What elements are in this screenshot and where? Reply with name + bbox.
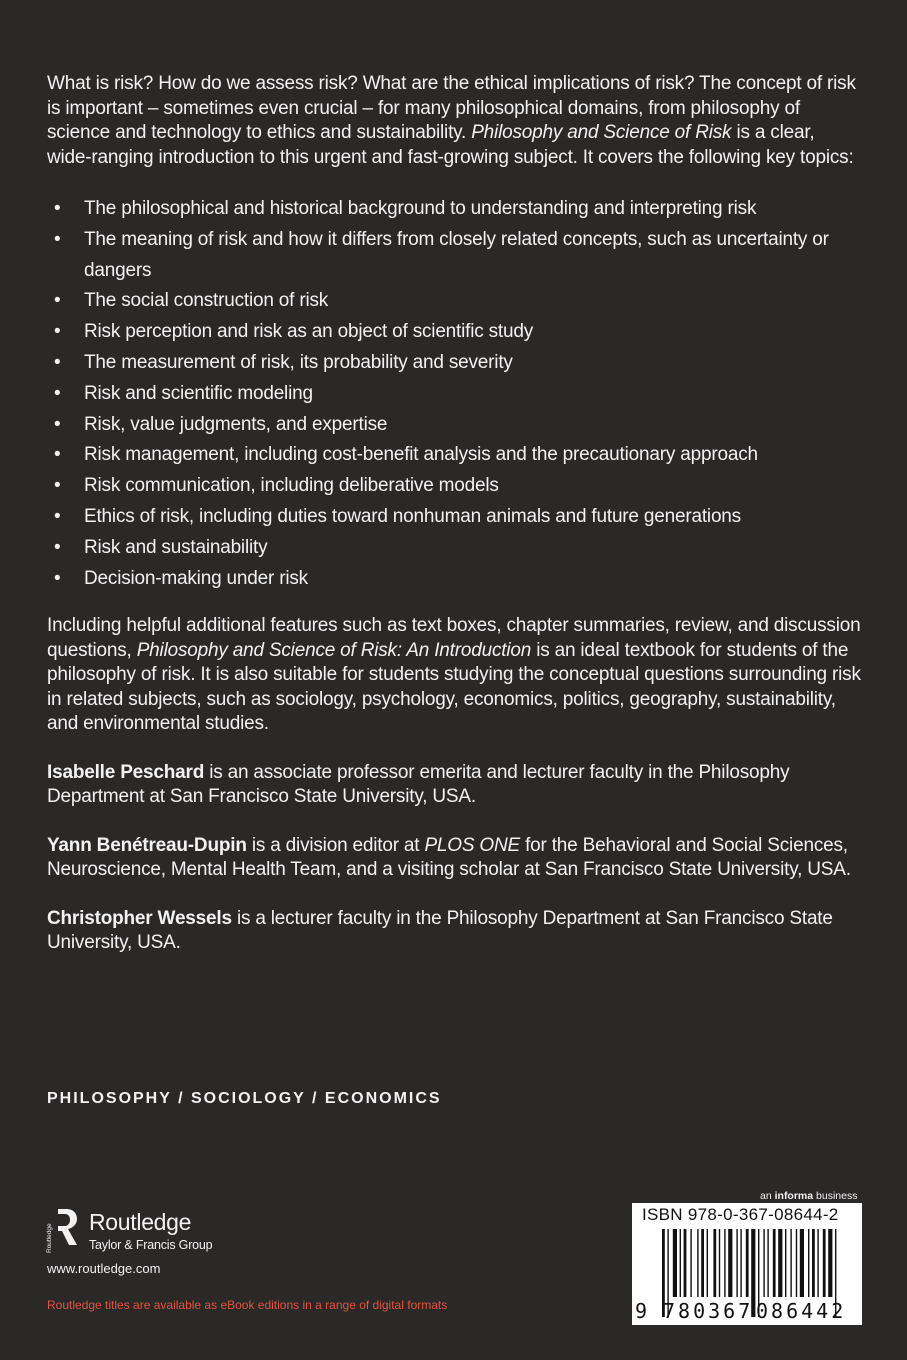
author-bio: Isabelle Peschard is an associate professor emerita and lecturer faculty in the Philosophy Department at San Francisco State University, USA. <box>47 761 790 808</box>
barcode-bar <box>680 1229 681 1297</box>
barcode-bar <box>701 1229 704 1297</box>
list-item: • The meaning of risk and how it differs from closely related concepts, such as uncertainty or dangers <box>54 228 829 281</box>
isbn-digits-left: 780367 <box>663 1299 754 1323</box>
barcode-bar <box>790 1229 791 1297</box>
barcode-bar <box>713 1229 716 1297</box>
list-item: • Risk management, including cost-benefit analysis and the precautionary approach <box>54 444 758 466</box>
barcode-bar <box>697 1229 698 1297</box>
author-bio: Christopher Wessels is a lecturer faculty in the Philosophy Department at San Francisco State University, USA. <box>47 907 833 954</box>
subject-categories: PHILOSOPHY / SOCIOLOGY / ECONOMICS <box>47 1090 442 1107</box>
list-item: • Risk and sustainability <box>54 536 268 558</box>
list-item: • Decision-making under risk <box>54 567 308 589</box>
intro-paragraph: What is risk? How do we assess risk? What are the ethical implications of risk? The concept of risk is important – sometimes even crucial – for many philosophical domains, from philosophy of science and technology to ethics and sustainability. Philosophy and Science of Risk is a clear, wide-ranging introduction to this urgent and fast-growing subject. It covers the following key topics: <box>47 73 856 168</box>
barcode-bar <box>800 1229 804 1297</box>
barcode-bar <box>773 1229 776 1297</box>
barcode-bar <box>763 1229 764 1297</box>
barcode-bar <box>728 1229 732 1297</box>
publisher-logo <box>47 1205 277 1261</box>
barcode-bar <box>690 1229 691 1297</box>
routledge-r-icon <box>47 1205 79 1257</box>
book-full-title: Philosophy and Science of Risk: An Introduction <box>136 639 532 661</box>
author-name: Isabelle Peschard <box>47 761 205 783</box>
isbn-digits-right: 086442 <box>756 1299 847 1323</box>
barcode-bar <box>707 1229 708 1297</box>
topics-list <box>47 194 862 594</box>
isbn-digit-first: 9 <box>635 1299 648 1323</box>
barcode-bar <box>828 1229 832 1297</box>
barcode-bar <box>740 1229 741 1297</box>
barcode-bar <box>719 1229 720 1297</box>
publisher-website[interactable]: www.routledge.com <box>47 1261 161 1276</box>
list-item: • Risk and scientific modeling <box>54 382 313 404</box>
informa-tagline: an informa business <box>760 1190 858 1202</box>
informa-brand: informa <box>774 1190 814 1202</box>
barcode-bar <box>823 1229 826 1297</box>
list-item: • The measurement of risk, its probability and severity <box>54 351 513 373</box>
list-item: • Risk perception and risk as an object of scientific study <box>54 321 534 343</box>
list-item: • The philosophical and historical background to understanding and interpreting risk <box>54 198 757 219</box>
barcode-bar <box>785 1229 786 1297</box>
book-title: Philosophy and Science of Risk <box>471 122 732 143</box>
publisher-name: Routledge <box>89 1209 192 1235</box>
list-item: • The social construction of risk <box>54 290 329 312</box>
author-bio: Yann Benétreau-Dupin is a division editor at PLOS ONE for the Behavioral and Social Sciences, Neuroscience, Mental Health Team, and a visiting scholar at San Francisco State University, USA. <box>47 834 851 881</box>
isbn-label: ISBN 978-0-367-08644-2 <box>642 1205 839 1224</box>
isbn-barcode-box <box>632 1203 862 1325</box>
barcode-bar <box>817 1229 818 1297</box>
svg-text:Routledge: Routledge <box>46 1223 53 1253</box>
barcode-bar <box>746 1229 749 1297</box>
list-item: • Risk, value judgments, and expertise <box>54 413 388 435</box>
author-name: Christopher Wessels <box>47 907 232 929</box>
barcode-bar <box>796 1229 797 1297</box>
back-cover-text <box>47 72 862 980</box>
barcode-bar <box>767 1229 768 1297</box>
publisher-group: Taylor & Francis Group <box>89 1238 213 1252</box>
barcode-bar <box>736 1229 737 1297</box>
journal-name: PLOS ONE <box>424 834 520 856</box>
barcode-bar <box>673 1229 677 1297</box>
author-name: Yann Benétreau-Dupin <box>47 834 247 856</box>
features-paragraph: Including helpful additional features such as text boxes, chapter summaries, review, and discussion questions, Philosophy and Science of Risk: An Introduction is an ideal textbook for students of the philosophy of risk. It is also suitable for students studying the conceptual questions surrounding risk in related subjects, such as sociology, psychology, economics, politics, geography, sustainability, and environmental studies. <box>47 615 861 735</box>
barcode-bar <box>812 1229 815 1297</box>
barcode-bar <box>778 1229 782 1297</box>
list-item: • Ethics of risk, including duties toward nonhuman animals and future generations <box>54 505 741 527</box>
ebook-note: Routledge titles are available as eBook editions in a range of digital formats <box>47 1298 448 1312</box>
barcode-bar <box>724 1229 725 1297</box>
barcode-bar <box>684 1229 687 1297</box>
barcode-bar <box>808 1229 809 1297</box>
list-item: • Risk communication, including deliberative models <box>54 475 499 497</box>
